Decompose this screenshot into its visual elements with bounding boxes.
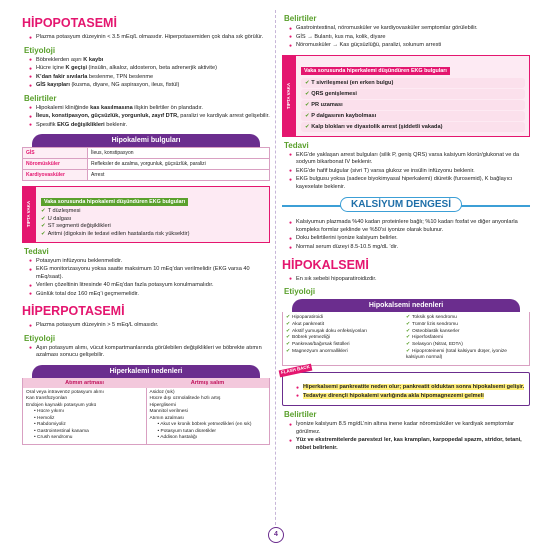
hipokalemi-table bbox=[22, 134, 270, 181]
left-column bbox=[22, 14, 270, 445]
hiperkalemi-table bbox=[22, 365, 270, 445]
table-title: Hipokalemi bulguları bbox=[32, 134, 260, 147]
check-icon: ✔ bbox=[406, 348, 411, 354]
list-item: ● Doku belirtilerini iyonize kalsiyum belirler. bbox=[296, 235, 530, 243]
checklist-item: ✔ PR uzaması bbox=[301, 100, 525, 110]
table-cell: İleus, konstipasyon bbox=[88, 148, 270, 159]
hipopotasemi-intro-list bbox=[22, 34, 270, 42]
table-header: Atımın artması bbox=[23, 378, 147, 388]
cause-item: ✔ Pankreas/bağırsak fistülleri bbox=[286, 341, 350, 347]
list-item: ● Verilen çözeltinin litresinde 40 mEq’dan fazla potasyum konulmamalıdır. bbox=[36, 282, 270, 290]
table-cell: Refleksler de azalma, yorgunluk, güçsüzlük, paralizi bbox=[88, 159, 270, 170]
check-icon: ✔ bbox=[286, 315, 291, 321]
cause-item: ✔ Hipoproteinemi (total kalsiyum düşer, iyonize kalsiyum normal) bbox=[406, 348, 507, 361]
list-item: ● Gastrointestinal, nöromusküler ve kardiyovasküler semptomlar görülebilir. bbox=[296, 25, 530, 33]
belirtiler-heading: Belirtiler bbox=[24, 93, 57, 103]
list-item: ● Hiperkalsemi pankreatite neden olur; pankreatit olduktan sonra hipokalsemi gelişir. bbox=[303, 384, 525, 392]
vaka-tag: TIPTA VAKA bbox=[283, 56, 296, 136]
hipokalsemi-table bbox=[282, 299, 530, 366]
table-header: Artmış salım bbox=[146, 378, 270, 388]
tedavi-list bbox=[22, 258, 270, 299]
check-icon: ✔ bbox=[406, 315, 411, 321]
flashback-badge: FLASH BACK bbox=[279, 364, 313, 378]
page-number: 4 bbox=[268, 527, 284, 543]
check-icon: ✔ bbox=[286, 335, 291, 341]
table-title: Hiperkalemi nedenleri bbox=[32, 365, 260, 378]
table-row bbox=[23, 159, 270, 170]
checklist-item: ✔ Aritmi (digoksin ile tedavi edilen hastalarda risk yüksektir) bbox=[41, 231, 190, 238]
hipokalsemi-intro bbox=[282, 276, 530, 284]
hiperpotasemi-intro bbox=[22, 322, 270, 330]
cause-item: ✔ Toksik şok sendromu bbox=[406, 315, 457, 321]
check-icon: ✔ bbox=[41, 208, 46, 215]
list-item: ● EKG’de hafif bulgular (sivri T) varsa glukoz ve insülin infüzyonu beklenir. bbox=[296, 168, 530, 176]
check-icon: ✔ bbox=[406, 341, 411, 347]
checklist-item: ✔ U dalgası bbox=[41, 215, 72, 222]
list-item: ● EKG’de yaklaşan arrest bulguları (silik P, geniş QRS) varsa kalsiyum klorür/glukonat ve da sodyum bikarbonat IV beklenir. bbox=[296, 152, 530, 167]
table-cell: Arrest bbox=[88, 170, 270, 181]
cause-item: ✔ Akstif yumuşak doku enfeksiyonları bbox=[286, 328, 367, 334]
checklist-item: ✔ QRS genişlemesi bbox=[301, 89, 525, 99]
etiyoloji-list bbox=[22, 57, 270, 90]
check-icon: ✔ bbox=[286, 348, 291, 354]
check-icon: ✔ bbox=[305, 112, 310, 119]
check-icon: ✔ bbox=[286, 341, 291, 347]
table-row bbox=[23, 148, 270, 159]
list-item: ● Potasyum infüzyonu beklenmelidir. bbox=[36, 258, 270, 266]
check-icon: ✔ bbox=[305, 90, 310, 97]
hipokalsemi-heading: HİPOKALSEMİ bbox=[282, 257, 369, 272]
causes-col bbox=[286, 315, 406, 362]
checklist-item: ✔ ST segmenti değişiklikleri bbox=[41, 223, 111, 230]
hipopotasemi-heading: HİPOPOTASEMİ bbox=[22, 16, 117, 30]
table-header-row bbox=[23, 378, 270, 388]
list-item: ● EKG bulgusu yoksa (sadece biyokimyasal hiperkalemi) diüretik (furosemid), K bağlayıcı kayexelate beklenir. bbox=[296, 176, 530, 191]
right-column bbox=[282, 14, 530, 453]
checklist-item: ✔ T sivrileşmesi (en erken bulgu) bbox=[301, 78, 525, 88]
etiyoloji-heading: Etiyoloji bbox=[284, 287, 316, 297]
list-item: ● Plazma potasyum düzeyinin > 5 mEq/L olmasıdır. bbox=[36, 322, 270, 330]
cause-item: ✔ Magnezyum anormallikleri bbox=[286, 348, 348, 354]
findings-table bbox=[22, 147, 270, 181]
cause-item: ✔ Hiperfosfatemi bbox=[406, 335, 443, 341]
table-cell: Oral veya intravenöz potasyum alımı Kan transfüzyonları Endojen kaynaklı potasyum yükü • Hücre yıkımı • Hemoliz • Rabdomiyoliz • Gastrointestinal kanama • Crush sendromu bbox=[23, 388, 147, 444]
flashback-box bbox=[280, 364, 530, 406]
list-item: ● Normal serum düzeyi 8.5-10.5 mg/dL ’dir. bbox=[296, 244, 530, 252]
hiperpotasemi-heading: HİPERPOTASEMİ bbox=[22, 304, 125, 319]
check-icon: ✔ bbox=[41, 223, 46, 230]
list-item: ● Hipokalemi kliniğinde kas kasılmasına ilişkin belirtiler ön plandadır. bbox=[36, 105, 270, 113]
check-icon: ✔ bbox=[305, 101, 310, 108]
table-cell: Kardiyovasküler bbox=[23, 170, 88, 181]
tedavi-heading: Tedavi bbox=[24, 246, 49, 256]
table-row bbox=[23, 170, 270, 181]
list-item: ● Kalsiyumun plazmada %40 kadarı proteinlere bağlı; %10 kadarı fosfat ve diğer anyonlarla kompleks formlar şeklinde ve %50’si iyonize olarak bulunur. bbox=[296, 219, 530, 234]
list-item: ● EKG monitorizasyonu yoksa saatte maksimum 10 mEq’dan verilmelidir (EKG varsa 40 mEq/saat). bbox=[36, 266, 270, 281]
check-icon: ✔ bbox=[41, 231, 46, 238]
check-icon: ✔ bbox=[305, 79, 310, 86]
vaka-title: Vaka sorusunda hiperkalemi düşündüren EKG bulguları bbox=[301, 67, 450, 75]
kalsiyum-banner bbox=[282, 197, 530, 215]
list-item: ● Nöromusküler → Kas güçsüzlüğü, paralizi, solunum arresti bbox=[296, 42, 530, 50]
cause-item: ✔ Akut pankreatit bbox=[286, 321, 325, 327]
check-icon: ✔ bbox=[406, 335, 411, 341]
check-icon: ✔ bbox=[406, 321, 411, 327]
list-item: ● Tedaviye dirençli hipokalemi varlığında akla hipomagnezemi gelmeli bbox=[303, 393, 525, 401]
belirtiler-list bbox=[282, 25, 530, 50]
list-item: ● Spesifik EKG değişiklikleri beklenir. bbox=[36, 122, 270, 130]
check-icon: ✔ bbox=[286, 321, 291, 327]
etiyoloji2-heading: Etiyoloji bbox=[24, 333, 56, 343]
section-title: KALSİYUM DENGESİ bbox=[340, 197, 462, 212]
check-icon: ✔ bbox=[286, 328, 291, 334]
list-item: ● Aşırı potasyum alımı, vücut kompartmanlarında görülebilen değişiklikleri ve böbrekte atımın azalması sonucu gelişebilir. bbox=[36, 345, 270, 360]
kalsiyum-list bbox=[282, 219, 530, 251]
cause-item: ✔ Tümör lizis sendromu bbox=[406, 321, 458, 327]
tedavi-heading: Tedavi bbox=[284, 140, 309, 150]
check-icon: ✔ bbox=[305, 123, 310, 130]
list-item: ● Hücre içine K geçişi (insülin, alkaloz, aldosteron, beta adrenerjik aktivite) bbox=[36, 65, 270, 73]
cause-item: ✔ Osteoblastik kanserler bbox=[406, 328, 460, 334]
cause-item: ✔ Hipoparatiroidi bbox=[286, 315, 323, 321]
vaka-title: Vaka sorusunda hipokalemi düşündüren EKG bulguları bbox=[41, 198, 188, 206]
table-cell: GİS bbox=[23, 148, 88, 159]
flashback-list bbox=[289, 384, 525, 400]
belirtiler2-list bbox=[282, 421, 530, 452]
belirtiler-heading: Belirtiler bbox=[284, 14, 317, 23]
check-icon: ✔ bbox=[41, 215, 46, 222]
table-cell: Nöromüsküler bbox=[23, 159, 88, 170]
list-item: ● GİS kayıpları (kusma, diyare, NG aspirasyon, ileus, fistül) bbox=[36, 82, 270, 90]
check-icon: ✔ bbox=[406, 328, 411, 334]
checklist-item: ✔ Kalp blokları ve diyastolik arrest (şiddetli vakada) bbox=[301, 122, 525, 132]
etiyoloji2-list bbox=[22, 345, 270, 360]
cause-item: ✔ Selasyon (Nitrat, EDTA) bbox=[406, 341, 463, 347]
table-title: Hipokalsemi nedenleri bbox=[292, 299, 520, 312]
checklist-item: ✔ P dalgasının kaybolması bbox=[301, 111, 525, 121]
vaka-box-hypokalemia bbox=[22, 186, 270, 242]
list-item: ● İyonize kalsiyum 8.5 mg/dL’nin altına inene kadar nöromüsküler ve kardiyak semptomlar görülmez. bbox=[296, 421, 530, 436]
causes-grid bbox=[282, 312, 530, 366]
cause-item: ✔ Böbrek yetmezliği bbox=[286, 335, 330, 341]
etiyoloji-heading: Etiyoloji bbox=[24, 45, 56, 55]
vaka-tag: TIPTA VAKA bbox=[23, 187, 36, 241]
table-cell: Asidoz (sık) Hücre dışı ozmolalitede hızlı artış Hiperglisemi Mannitol verilmesi Atımın azalması • Akut ve kronik böbrek yetmezlikleri (en sık) • Potasyum tutan diüretikler • Addison hastalığı bbox=[146, 388, 270, 444]
causes-table bbox=[22, 378, 270, 445]
list-item: ● Günlük total doz 160 mEq’i geçmemelidir. bbox=[36, 291, 270, 299]
list-item: ● İleus, konstipasyon, güçsüzlük, yorgunluk, zayıf DTR, paralizi ve kardiyak arrest gelişebilir. bbox=[36, 113, 270, 121]
belirtiler-list bbox=[22, 105, 270, 130]
list-item: ● K’dan fakir sıvılarla beslenme, TPN beslenme bbox=[36, 74, 270, 82]
list-item: ● GİS → Bulantı, kus ma, kolik, diyare bbox=[296, 34, 530, 42]
list-item: ● Plazma potasyum düzeyinin < 3.5 mEq/L olmasıdır. Hiperpotasemiden çok daha sık görülür. bbox=[36, 34, 270, 42]
vaka-box-hyperkalemia bbox=[282, 55, 530, 137]
checklist-item: ✔ T düzleşmesi bbox=[41, 208, 81, 215]
column-divider bbox=[275, 10, 277, 540]
list-item: ● Yüz ve ekstremitelerde parestezi ler, kas krampları, karpopedal spazm, stridor, tetani, nöbet belirlenir. bbox=[296, 437, 530, 452]
tedavi-list bbox=[282, 152, 530, 192]
list-item: ● En sık sebebi hipoparatiroidizdir. bbox=[296, 276, 530, 284]
causes-col bbox=[406, 315, 526, 362]
list-item: ● Böbreklerden aşırı K kaybı bbox=[36, 57, 270, 65]
table-row bbox=[23, 388, 270, 444]
belirtiler2-heading: Belirtiler bbox=[284, 410, 317, 420]
